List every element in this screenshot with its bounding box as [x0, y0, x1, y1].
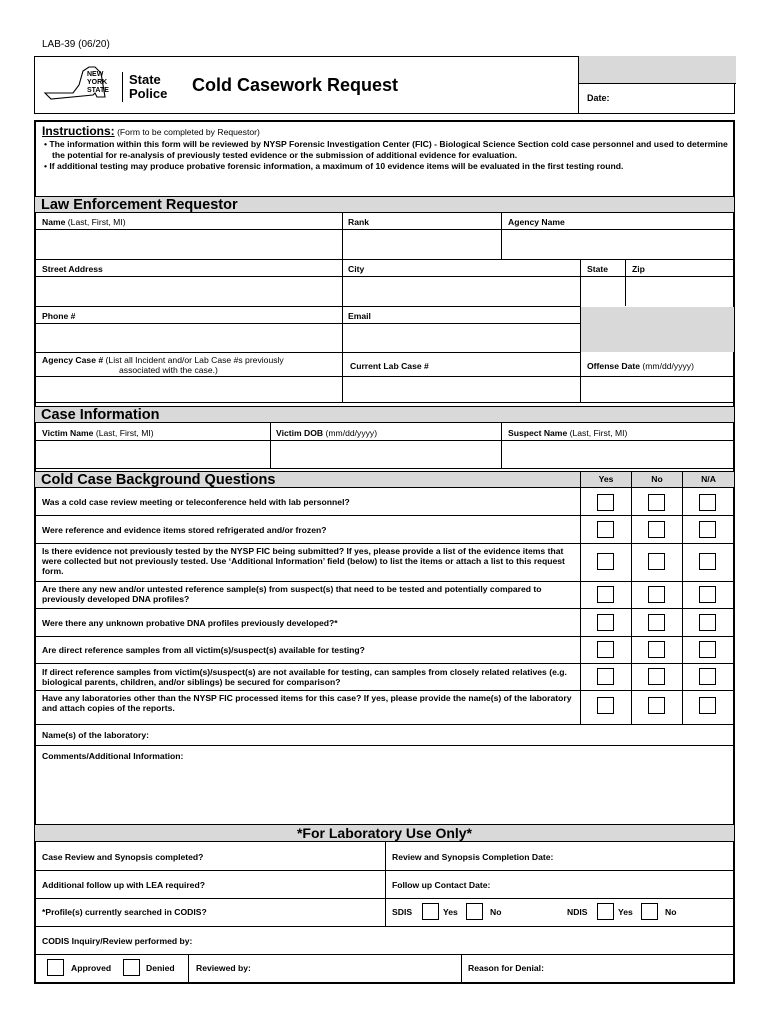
reviewed-by-label: Reviewed by:: [196, 963, 251, 973]
followup-label: Additional follow up with LEA required?: [42, 880, 205, 890]
ndis-label: NDIS: [567, 907, 588, 917]
review-completed-label: Case Review and Synopsis completed?: [42, 852, 204, 862]
case-info-heading: Case Information: [35, 406, 734, 423]
q6-no-checkbox[interactable]: [648, 641, 665, 658]
question-7: If direct reference samples from victim(s)/suspect(s) are not available for testing, can samples from closely related relatives (e.g. biological parents, children, and/or siblings) be secured for comparison?: [42, 667, 567, 687]
law-enforcement-heading: Law Enforcement Requestor: [35, 196, 734, 213]
col-no: No: [651, 474, 663, 484]
lab-use-heading: *For Laboratory Use Only*: [35, 824, 734, 842]
victim-dob-field[interactable]: [271, 441, 500, 467]
background-heading: Cold Case Background Questions: [35, 471, 734, 488]
date-label: Date:: [587, 93, 610, 103]
logo-agency-state: State: [129, 72, 161, 87]
ndis-yes-label: Yes: [618, 907, 633, 917]
instructions: [42, 126, 732, 172]
form-id: LAB-39 (06/20): [42, 39, 110, 50]
agency-case-field[interactable]: [36, 377, 341, 401]
logo-state: STATE: [87, 87, 109, 94]
date-box: [578, 56, 736, 114]
q7-na-checkbox[interactable]: [699, 668, 716, 685]
instruction-bullet: • If additional testing may produce probative forensic information, a maximum of 10 evidence items will be evaluated in the first testing round.: [44, 161, 624, 171]
q4-no-checkbox[interactable]: [648, 586, 665, 603]
zip-field[interactable]: [626, 277, 733, 305]
victim-name-field[interactable]: [36, 441, 269, 467]
q8-na-checkbox[interactable]: [699, 697, 716, 714]
current-lab-case-field[interactable]: [343, 377, 579, 401]
date-gray-area: [579, 56, 736, 84]
q7-no-checkbox[interactable]: [648, 668, 665, 685]
rank-label: Rank: [348, 217, 370, 227]
name-field[interactable]: [36, 230, 341, 258]
profiles-codis-label: *Profile(s) currently searched in CODIS?: [42, 907, 207, 917]
agency-name-field[interactable]: [502, 230, 733, 258]
sdis-label: SDIS: [392, 907, 413, 917]
offense-date-label: Offense Date (mm/dd/yyyy): [587, 361, 694, 371]
form-title: Cold Casework Request: [191, 75, 399, 95]
col-na: N/A: [701, 474, 716, 484]
form-header: [34, 56, 735, 114]
question-5: Were there any unknown probative DNA profiles previously developed?*: [42, 618, 338, 628]
logo-york: YORK: [87, 79, 108, 86]
sdis-yes-label: Yes: [443, 907, 458, 917]
suspect-name-label: Suspect Name (Last, First, MI): [508, 428, 628, 438]
gray-filler: [581, 307, 734, 352]
ndis-no-checkbox[interactable]: [641, 903, 658, 920]
victim-name-label: Victim Name (Last, First, MI): [42, 428, 154, 438]
offense-date-field[interactable]: [581, 377, 733, 401]
denied-label: Denied: [146, 963, 175, 973]
agency-name-label: Agency Name: [508, 217, 565, 227]
street-label: Street Address: [42, 264, 103, 274]
instructions-title: Instructions:: [42, 124, 115, 138]
question-8: Have any laboratories other than the NYSP FIC processed items for this case? If yes, please provide the name(s) of the laboratory and attach copies of the reports.: [42, 693, 572, 713]
q3-na-checkbox[interactable]: [699, 553, 716, 570]
question-1: Was a cold case review meeting or teleconference held with lab personnel?: [42, 497, 350, 507]
q2-na-checkbox[interactable]: [699, 521, 716, 538]
zip-label: Zip: [632, 264, 645, 274]
q7-yes-checkbox[interactable]: [597, 668, 614, 685]
followup-date-label: Follow up Contact Date:: [392, 880, 491, 890]
instructions-subtitle: (Form to be completed by Requestor): [117, 127, 260, 137]
col-yes: Yes: [598, 474, 614, 484]
question-3: Is there evidence not previously tested by the NYSP FIC being submitted? If yes, please provide a list of the evidence items that were collected but not previously tested. Use ‘Additional Information’ field (below) to list the items or attach a list to this request form.: [42, 546, 565, 576]
q4-na-checkbox[interactable]: [699, 586, 716, 603]
q6-na-checkbox[interactable]: [699, 641, 716, 658]
q1-no-checkbox[interactable]: [648, 494, 665, 511]
question-2: Were reference and evidence items stored refrigerated and/or frozen?: [42, 525, 327, 535]
comments-label: Comments/Additional Information:: [42, 751, 184, 761]
lab-names-label: Name(s) of the laboratory:: [42, 730, 149, 740]
suspect-name-field[interactable]: [502, 441, 733, 467]
q3-no-checkbox[interactable]: [648, 553, 665, 570]
victim-dob-label: Victim DOB (mm/dd/yyyy): [276, 428, 378, 438]
email-field[interactable]: [343, 324, 579, 351]
denied-checkbox[interactable]: [123, 959, 140, 976]
email-label: Email: [348, 311, 371, 321]
state-label: State: [587, 264, 609, 274]
codis-inquiry-label: CODIS Inquiry/Review performed by:: [42, 936, 193, 946]
agency-case-label: Agency Case # (List all Incident and/or Lab Case #s previously associated with the case.): [42, 355, 284, 375]
q8-yes-checkbox[interactable]: [597, 697, 614, 714]
city-label: City: [348, 264, 365, 274]
phone-label: Phone #: [42, 311, 76, 321]
approved-label: Approved: [71, 963, 112, 973]
name-label: Name (Last, First, MI): [42, 217, 126, 227]
question-6: Are direct reference samples from all victim(s)/suspect(s) available for testing?: [42, 645, 365, 655]
lab-names-field[interactable]: [170, 726, 730, 744]
question-4: Are there any new and/or untested reference sample(s) from suspect(s) that need to be tested and potentially compared to previously developed DNA profiles?: [42, 584, 542, 604]
street-field[interactable]: [36, 277, 341, 305]
state-field[interactable]: [581, 277, 624, 305]
comments-field[interactable]: [36, 764, 733, 822]
q4-yes-checkbox[interactable]: [597, 586, 614, 603]
ndis-yes-checkbox[interactable]: [597, 903, 614, 920]
q5-no-checkbox[interactable]: [648, 614, 665, 631]
phone-field[interactable]: [36, 324, 341, 351]
review-date-label: Review and Synopsis Completion Date:: [392, 852, 554, 862]
instruction-bullet: • The information within this form will be reviewed by NYSP Forensic Investigation Center (FIC) - Biological Science Section cold case personnel and used to determine the potential for re-analysis of previously tested evidence or the submission of additional evidence for evaluation.: [44, 139, 728, 160]
reason-denial-label: Reason for Denial:: [468, 963, 544, 973]
city-field[interactable]: [343, 277, 579, 305]
q8-no-checkbox[interactable]: [648, 697, 665, 714]
ndis-no-label: No: [665, 907, 677, 917]
q2-yes-checkbox[interactable]: [597, 521, 614, 538]
q1-yes-checkbox[interactable]: [597, 494, 614, 511]
current-lab-case-label: Current Lab Case #: [350, 361, 429, 371]
logo-agency-police: Police: [129, 86, 168, 101]
approved-checkbox[interactable]: [47, 959, 64, 976]
q5-na-checkbox[interactable]: [699, 614, 716, 631]
q5-yes-checkbox[interactable]: [597, 614, 614, 631]
rank-field[interactable]: [343, 230, 500, 258]
q2-no-checkbox[interactable]: [648, 521, 665, 538]
logo-new: NEW: [87, 71, 104, 78]
q6-yes-checkbox[interactable]: [597, 641, 614, 658]
q3-yes-checkbox[interactable]: [597, 553, 614, 570]
sdis-no-checkbox[interactable]: [466, 903, 483, 920]
sdis-no-label: No: [490, 907, 502, 917]
sdis-yes-checkbox[interactable]: [422, 903, 439, 920]
q1-na-checkbox[interactable]: [699, 494, 716, 511]
